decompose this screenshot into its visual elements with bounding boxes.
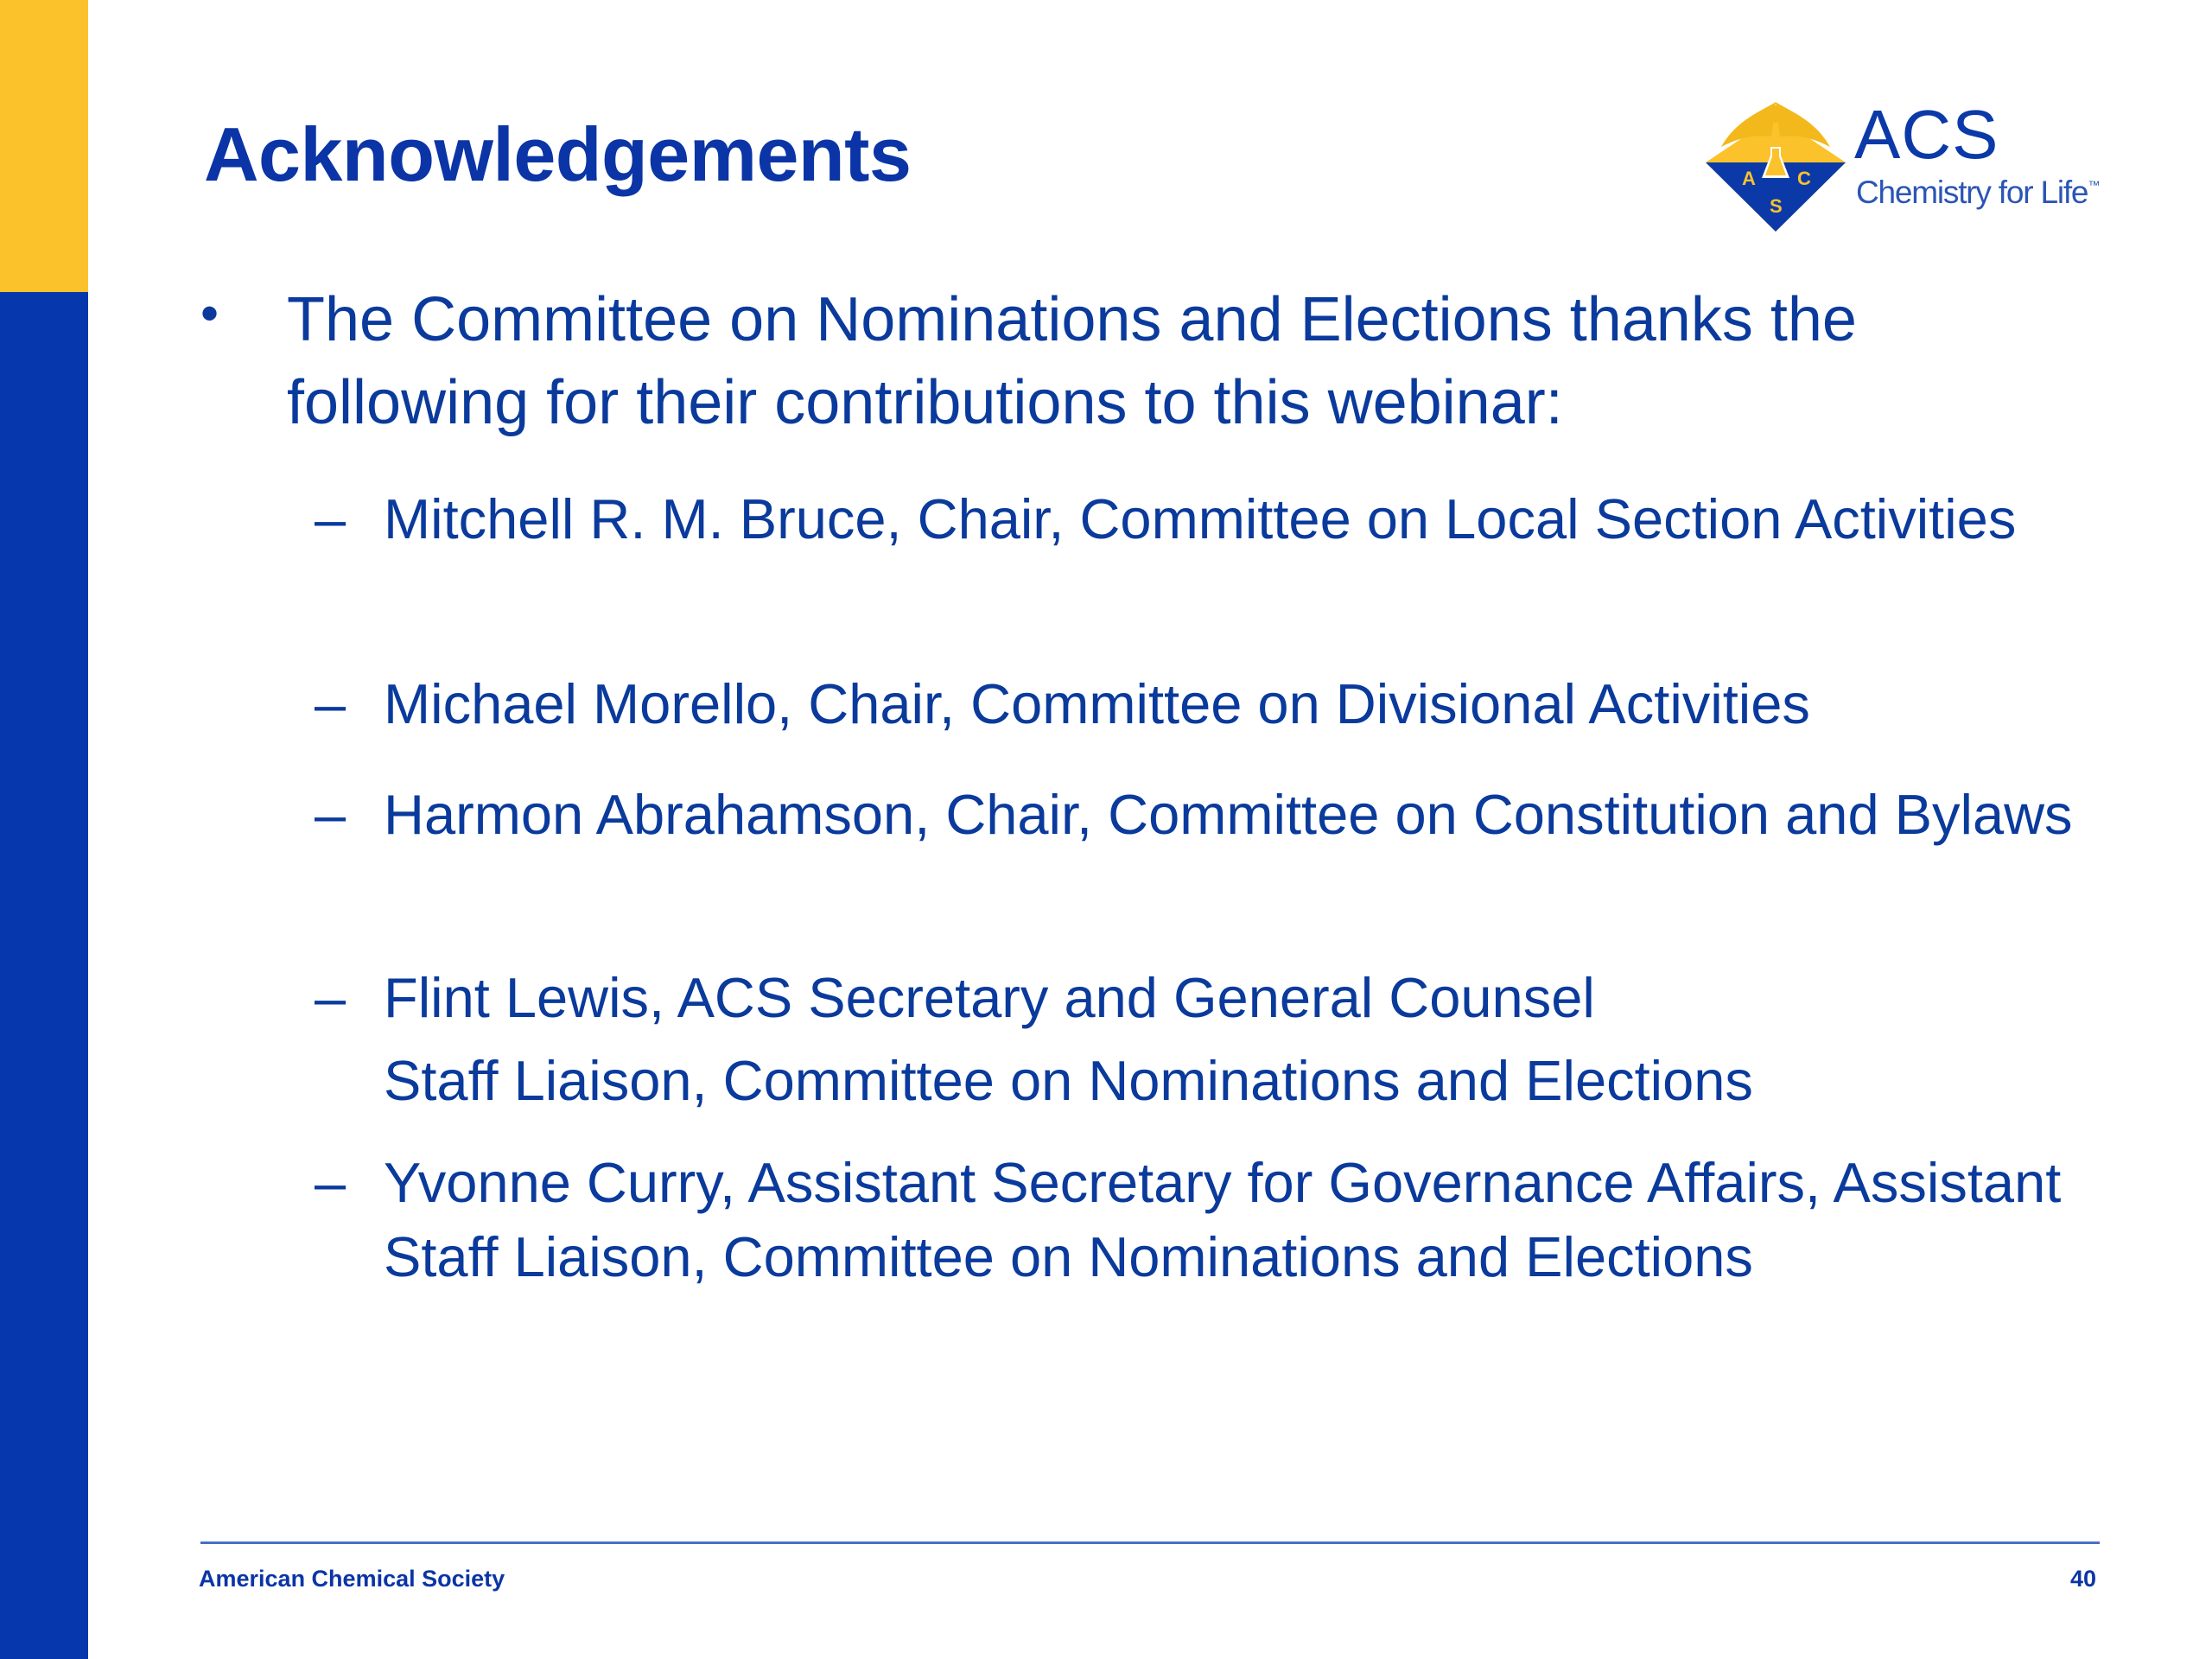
list-item-text: Yvonne Curry, Assistant Secretary for Governance Affairs, Assistant Staff Liaison, Committee on Nominations and Elections (384, 1151, 2062, 1288)
page-number: 40 (2070, 1566, 2097, 1592)
dash-marker: – (315, 783, 346, 846)
slide-title: Acknowledgements (204, 111, 912, 197)
bullet-text: The Committee on Nominations and Elections thanks the following for their contributions to this webinar: (287, 285, 1857, 437)
list-item-text (384, 961, 2077, 1118)
list-item-text: Harmon Abrahamson, Chair, Committee on Constitution and Bylaws (384, 783, 2073, 846)
footer-organization: American Chemical Society (199, 1566, 505, 1592)
trademark-mark: ™ (2088, 178, 2100, 192)
side-bar-accent-yellow (0, 0, 88, 292)
emblem-letter-s: S (1770, 195, 1783, 217)
list-item-text: Michael Morello, Chair, Committee on Divisional Activities (384, 672, 1810, 735)
emblem-letter-a: A (1742, 168, 1756, 189)
emblem-letter-c: C (1797, 168, 1811, 189)
acs-emblem-icon (1702, 95, 1849, 233)
dash-marker: – (315, 1151, 346, 1214)
dash-marker: – (315, 966, 346, 1029)
list-item-line: Flint Lewis, ACS Secretary and General Counsel (384, 966, 1595, 1029)
acs-logo (1702, 95, 2134, 233)
list-item-line: Staff Liaison, Committee on Nominations and Elections (384, 1049, 1753, 1112)
bullet-marker: • (200, 284, 219, 342)
dash-marker: – (315, 487, 346, 550)
list-item-text: Mitchell R. M. Bruce, Chair, Committee on Local Section Activities (384, 487, 2017, 550)
footer-divider (200, 1541, 2100, 1544)
dash-marker: – (315, 672, 346, 735)
logo-tagline-text: Chemistry for Life (1856, 175, 2088, 210)
side-bar-accent-blue (0, 292, 88, 1659)
logo-wordmark: ACS (1854, 96, 1999, 173)
logo-tagline (1856, 175, 2099, 211)
